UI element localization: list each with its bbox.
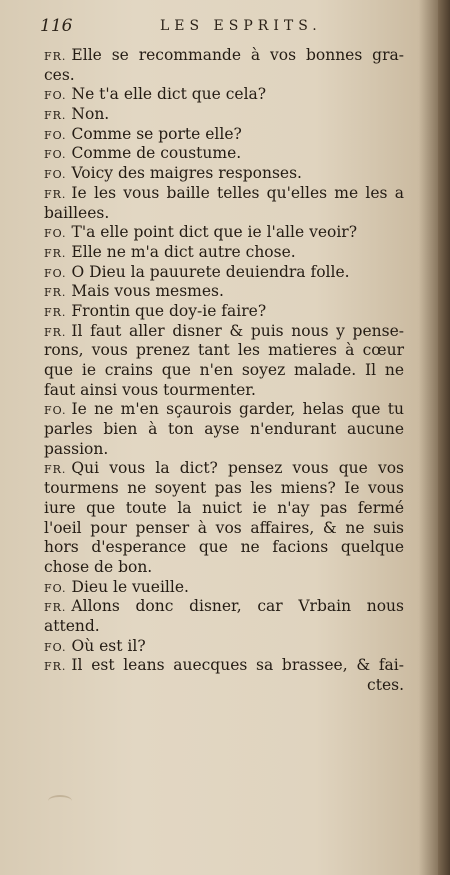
line-text: O Dieu la pauurete deuiendra folle. [71, 262, 350, 281]
speaker-label: FO. [44, 581, 67, 595]
dialogue-line [44, 558, 404, 578]
dialogue-line [44, 400, 404, 420]
dialogue-line [44, 499, 404, 519]
line-text: Dieu le vueille. [71, 577, 189, 596]
dialogue-line [44, 105, 404, 125]
line-text: Voicy des maigres responses. [71, 164, 302, 183]
dialogue-line [44, 282, 404, 302]
dialogue-line [44, 85, 404, 105]
running-title: LES ESPRITS. [160, 18, 322, 34]
line-text: Non. [71, 105, 110, 124]
line-text: Frontin que doy-ie faire? [71, 301, 267, 320]
speaker-label: FR. [44, 246, 67, 260]
speaker-label: FR. [44, 305, 67, 319]
dialogue-line [44, 223, 404, 243]
line-text: rons, vous prenez tant les matieres à cœur [44, 341, 404, 360]
speaker-label: FO. [44, 148, 67, 162]
dialogue-line [44, 676, 404, 696]
dialogue-line [44, 302, 404, 322]
speaker-label: FR. [44, 601, 67, 615]
line-text: Elle ne m'a dict autre chose. [71, 242, 296, 261]
line-text: chose de bon. [44, 557, 153, 576]
dialogue-line [44, 361, 404, 381]
speaker-label: FO. [44, 89, 67, 103]
speaker-label: FO. [44, 128, 67, 142]
line-text: Comme de coustume. [71, 144, 242, 163]
line-text: attend. [44, 616, 100, 635]
line-text: que ie crains que n'en soyez malade. Il ne [44, 361, 404, 379]
line-text: Allons donc disner, car Vrbain nous [71, 597, 404, 616]
line-text: Qui vous la dict? pensez vous que vos [71, 459, 404, 478]
line-text: iure que toute la nuict ie n'ay pas fermé [44, 498, 404, 517]
line-text: T'a elle point dict que ie l'alle veoir? [71, 223, 358, 242]
dialogue-line [44, 381, 404, 401]
line-text: l'oeil pour penser à vos affaires, & ne suis [44, 518, 404, 537]
speaker-label: FO. [44, 168, 67, 182]
line-text: ces. [44, 65, 75, 84]
speaker-label: FO. [44, 266, 67, 280]
line-text: Où est il? [71, 636, 146, 655]
line-text: passion. [44, 439, 109, 458]
book-spine-shadow [438, 0, 450, 875]
dialogue-line [44, 46, 404, 66]
dialogue-line [44, 263, 404, 283]
dialogue-line [44, 578, 404, 598]
dialogue-line [44, 66, 404, 86]
dialogue-line [44, 637, 404, 657]
line-text: Il est leans auecques sa brassee, & fai- [71, 656, 404, 675]
dialogue-line [44, 538, 404, 558]
dialogue-line [44, 184, 404, 204]
dialogue-line [44, 459, 404, 479]
line-text: Ne t'a elle dict que cela? [71, 85, 267, 104]
dialogue-line [44, 519, 404, 539]
line-text: Ie les vous baille telles qu'elles me les a [71, 183, 404, 202]
speaker-label: FO. [44, 640, 67, 654]
speaker-label: FO. [44, 227, 67, 241]
dialogue-line [44, 204, 404, 224]
dialogue-line [44, 164, 404, 184]
dialogue-line [44, 420, 404, 440]
line-text: faut ainsi vous tourmenter. [44, 380, 256, 399]
speaker-label: FR. [44, 325, 67, 339]
line-text: hors d'esperance que ne facions quelque [44, 538, 404, 557]
dialogue-line [44, 617, 404, 637]
line-text: Comme se porte elle? [71, 124, 242, 143]
dialogue-line [44, 440, 404, 460]
line-text: parles bien à ton ayse n'endurant aucune [44, 420, 404, 439]
line-text: Il faut aller disner & puis nous y pense- [71, 321, 404, 340]
dialogue-line [44, 656, 404, 676]
line-text: tourmens ne soyent pas les miens? Ie vous [44, 479, 404, 498]
speaker-label: FR. [44, 286, 67, 300]
dialogue-line [44, 243, 404, 263]
dialogue-line [44, 597, 404, 617]
line-text: ctes. [367, 676, 404, 694]
line-text: Elle se recommande à vos bonnes gra- [71, 46, 404, 64]
page-number: 116 [40, 16, 73, 36]
line-text: Ie ne m'en sçaurois garder, helas que tu [71, 400, 404, 419]
dialogue-line [44, 125, 404, 145]
dialogue-line [44, 144, 404, 164]
line-text: Mais vous mesmes. [71, 282, 224, 301]
speaker-label: FR. [44, 50, 67, 63]
dialogue-line [44, 322, 404, 342]
speaker-label: FR. [44, 660, 67, 674]
speaker-label: FR. [44, 187, 67, 201]
dialogue-text [44, 46, 404, 696]
speaker-label: FO. [44, 404, 67, 418]
dialogue-line [44, 479, 404, 499]
speaker-label: FR. [44, 463, 67, 477]
speaker-label: FR. [44, 109, 67, 123]
line-text: baillees. [44, 203, 110, 222]
dialogue-line [44, 341, 404, 361]
page-header [40, 16, 400, 42]
paper-stain [48, 795, 72, 807]
